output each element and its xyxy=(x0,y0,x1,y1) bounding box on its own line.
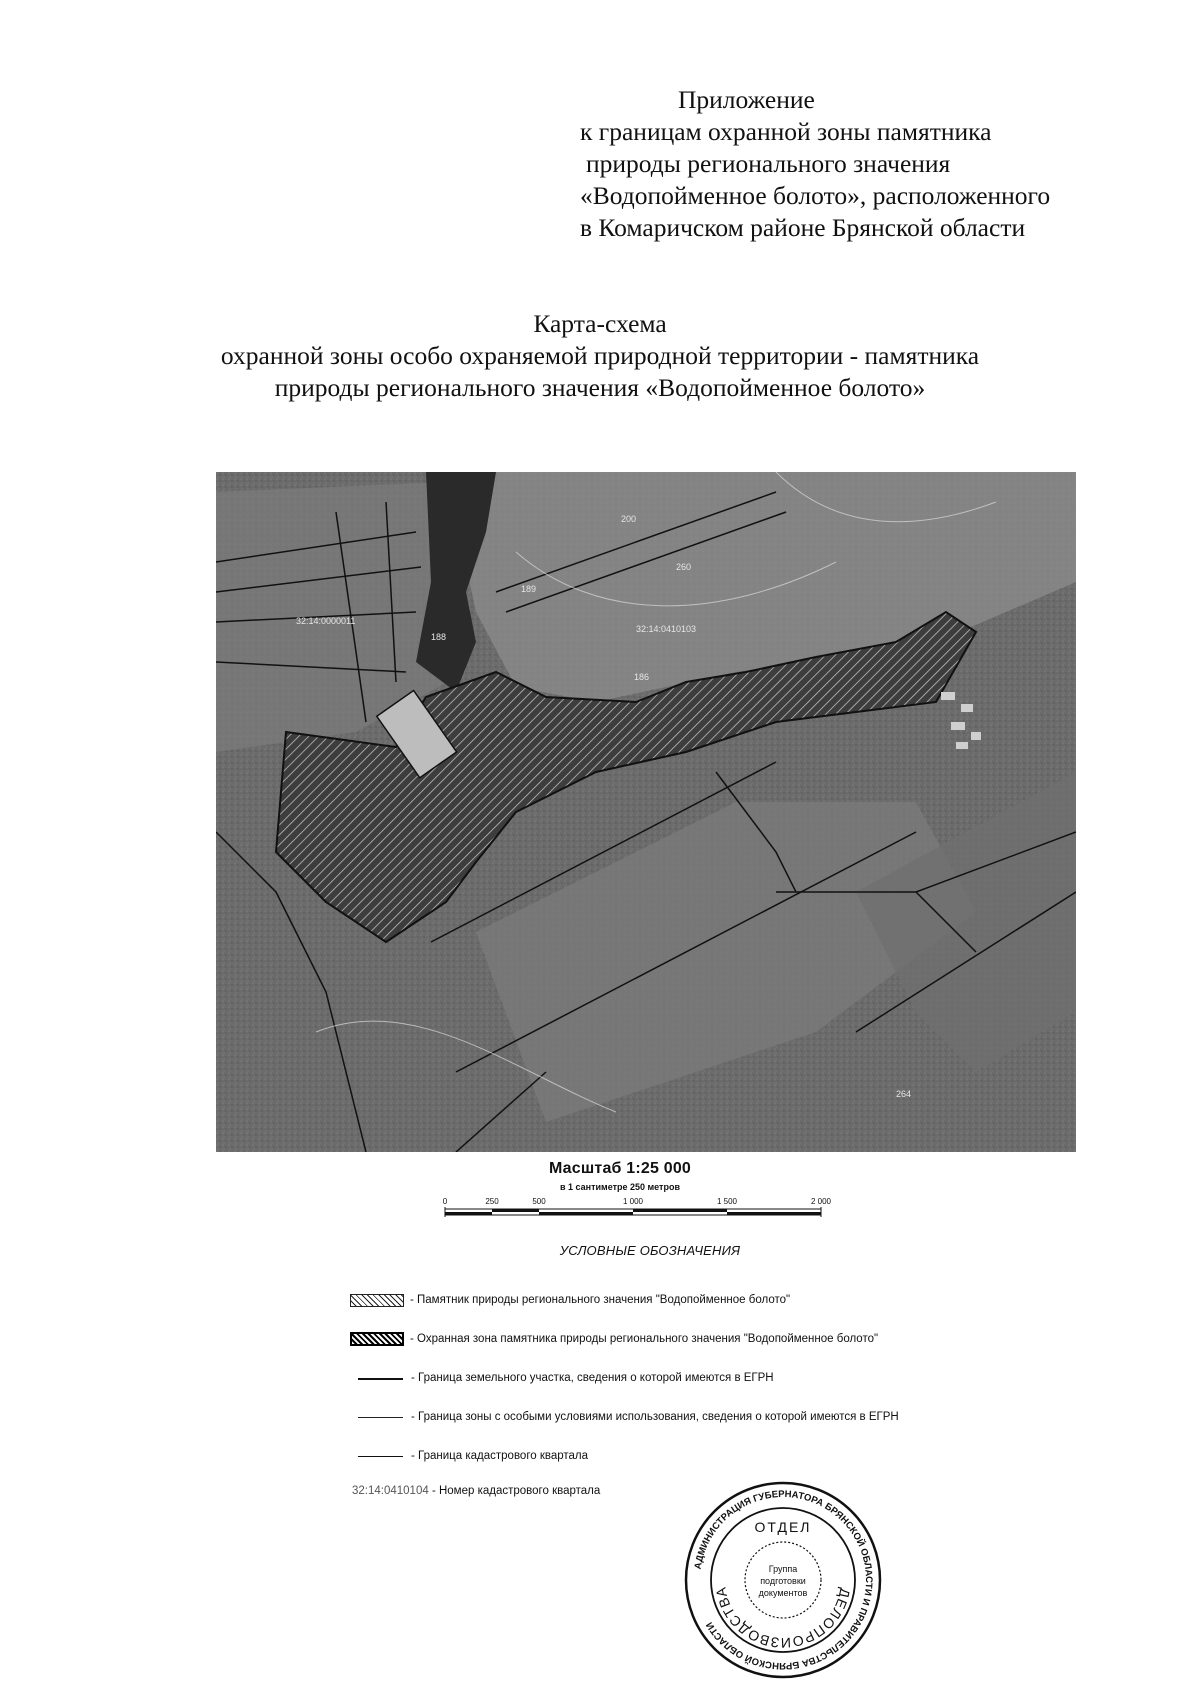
seal-center-line-2: подготовки xyxy=(760,1576,806,1586)
label-260: 260 xyxy=(676,562,692,572)
appendix-line-5: в Комаричском районе Брянской области xyxy=(580,213,1026,242)
scale-bar xyxy=(440,1197,840,1227)
label-189: 189 xyxy=(521,584,537,594)
map-svg xyxy=(216,472,1076,1152)
document-title xyxy=(0,308,1200,404)
legend-text: - Граница кадастрового квартала xyxy=(411,1450,589,1462)
appendix-line-4: «Водопойменное болото», расположенного xyxy=(580,181,1051,210)
seal-graphic xyxy=(683,1480,883,1680)
scale-tick-5: 2 000 xyxy=(810,1197,832,1206)
line-thick-symbol xyxy=(350,1371,405,1385)
legend-title: УСЛОВНЫЕ ОБОЗНАЧЕНИЯ xyxy=(559,1243,741,1258)
appendix-line-2: к границам охранной зоны памятника xyxy=(580,117,992,146)
appendix-header xyxy=(580,84,1140,244)
title-line-3: природы регионального значения «Водопойменное болото» xyxy=(274,373,926,402)
legend-item-special-zone xyxy=(350,1407,899,1427)
map-image xyxy=(216,472,1076,1152)
seal-center-line-1: Группа xyxy=(768,1564,798,1574)
appendix-line-3: природы регионального значения xyxy=(586,149,951,178)
scale-tick-4: 1 500 xyxy=(716,1197,738,1206)
legend-item-protection-zone xyxy=(350,1329,878,1349)
scale-tick-0: 0 xyxy=(442,1197,448,1206)
legend-item-cadastral-number xyxy=(352,1485,600,1497)
scale-tick-3: 1 000 xyxy=(622,1197,644,1206)
hatch-dark-symbol xyxy=(350,1332,404,1346)
scale-bar-graphic xyxy=(440,1197,840,1227)
scale-tick-1: 250 xyxy=(485,1197,499,1206)
legend-text: - Граница зоны с особыми условиями использования, сведения о которой имеются в ЕГРН xyxy=(411,1411,899,1423)
cadastral-number-text: - Номер кадастрового квартала xyxy=(428,1485,601,1497)
line-thin-symbol xyxy=(350,1410,405,1424)
label-cadastral-west: 32:14:0000011 xyxy=(296,616,356,626)
label-200: 200 xyxy=(621,514,637,524)
appendix-line-1: Приложение xyxy=(678,85,815,114)
official-seal xyxy=(683,1480,883,1680)
scale-subtitle: в 1 сантиметре 250 метров xyxy=(560,1182,680,1192)
title-line-1: Карта-схема xyxy=(533,309,667,338)
scale-title: Масштаб 1:25 000 xyxy=(548,1160,692,1177)
legend-item-land-parcel xyxy=(350,1368,774,1388)
hatch-light-symbol xyxy=(350,1294,404,1307)
seal-outer-text: АДМИНИСТРАЦИЯ ГУБЕРНАТОРА БРЯНСКОЙ ОБЛАСТИ И ПРАВИТЕЛЬСТВА БРЯНСКОЙ ОБЛАСТИ xyxy=(692,1488,875,1672)
label-264: 264 xyxy=(896,1089,912,1099)
cadastral-number-example: 32:14:0410104 xyxy=(352,1485,429,1497)
scale-tick-2: 500 xyxy=(532,1197,546,1206)
label-186: 186 xyxy=(634,672,650,682)
line-medium-symbol xyxy=(350,1449,405,1463)
seal-center-line-3: документов xyxy=(758,1588,808,1598)
label-188: 188 xyxy=(431,632,447,642)
legend-text: - Граница земельного участка, сведения о которой имеются в ЕГРН xyxy=(411,1372,774,1384)
legend-text: - Охранная зона памятника природы регионального значения "Водопойменное болото" xyxy=(410,1333,879,1345)
legend-item-cadastral-quarter xyxy=(350,1446,588,1466)
seal-middle-word: ДЕЛОПРОИЗВОДСТВА xyxy=(712,1585,854,1652)
title-line-2: охранной зоны особо охраняемой природной территории - памятника xyxy=(220,341,980,370)
label-cadastral-center: 32:14:0410103 xyxy=(636,624,697,634)
seal-top-word: ОТДЕЛ xyxy=(754,1519,812,1535)
legend-item-monument xyxy=(350,1290,790,1310)
legend-text: - Памятник природы регионального значения "Водопойменное болото" xyxy=(410,1294,791,1306)
